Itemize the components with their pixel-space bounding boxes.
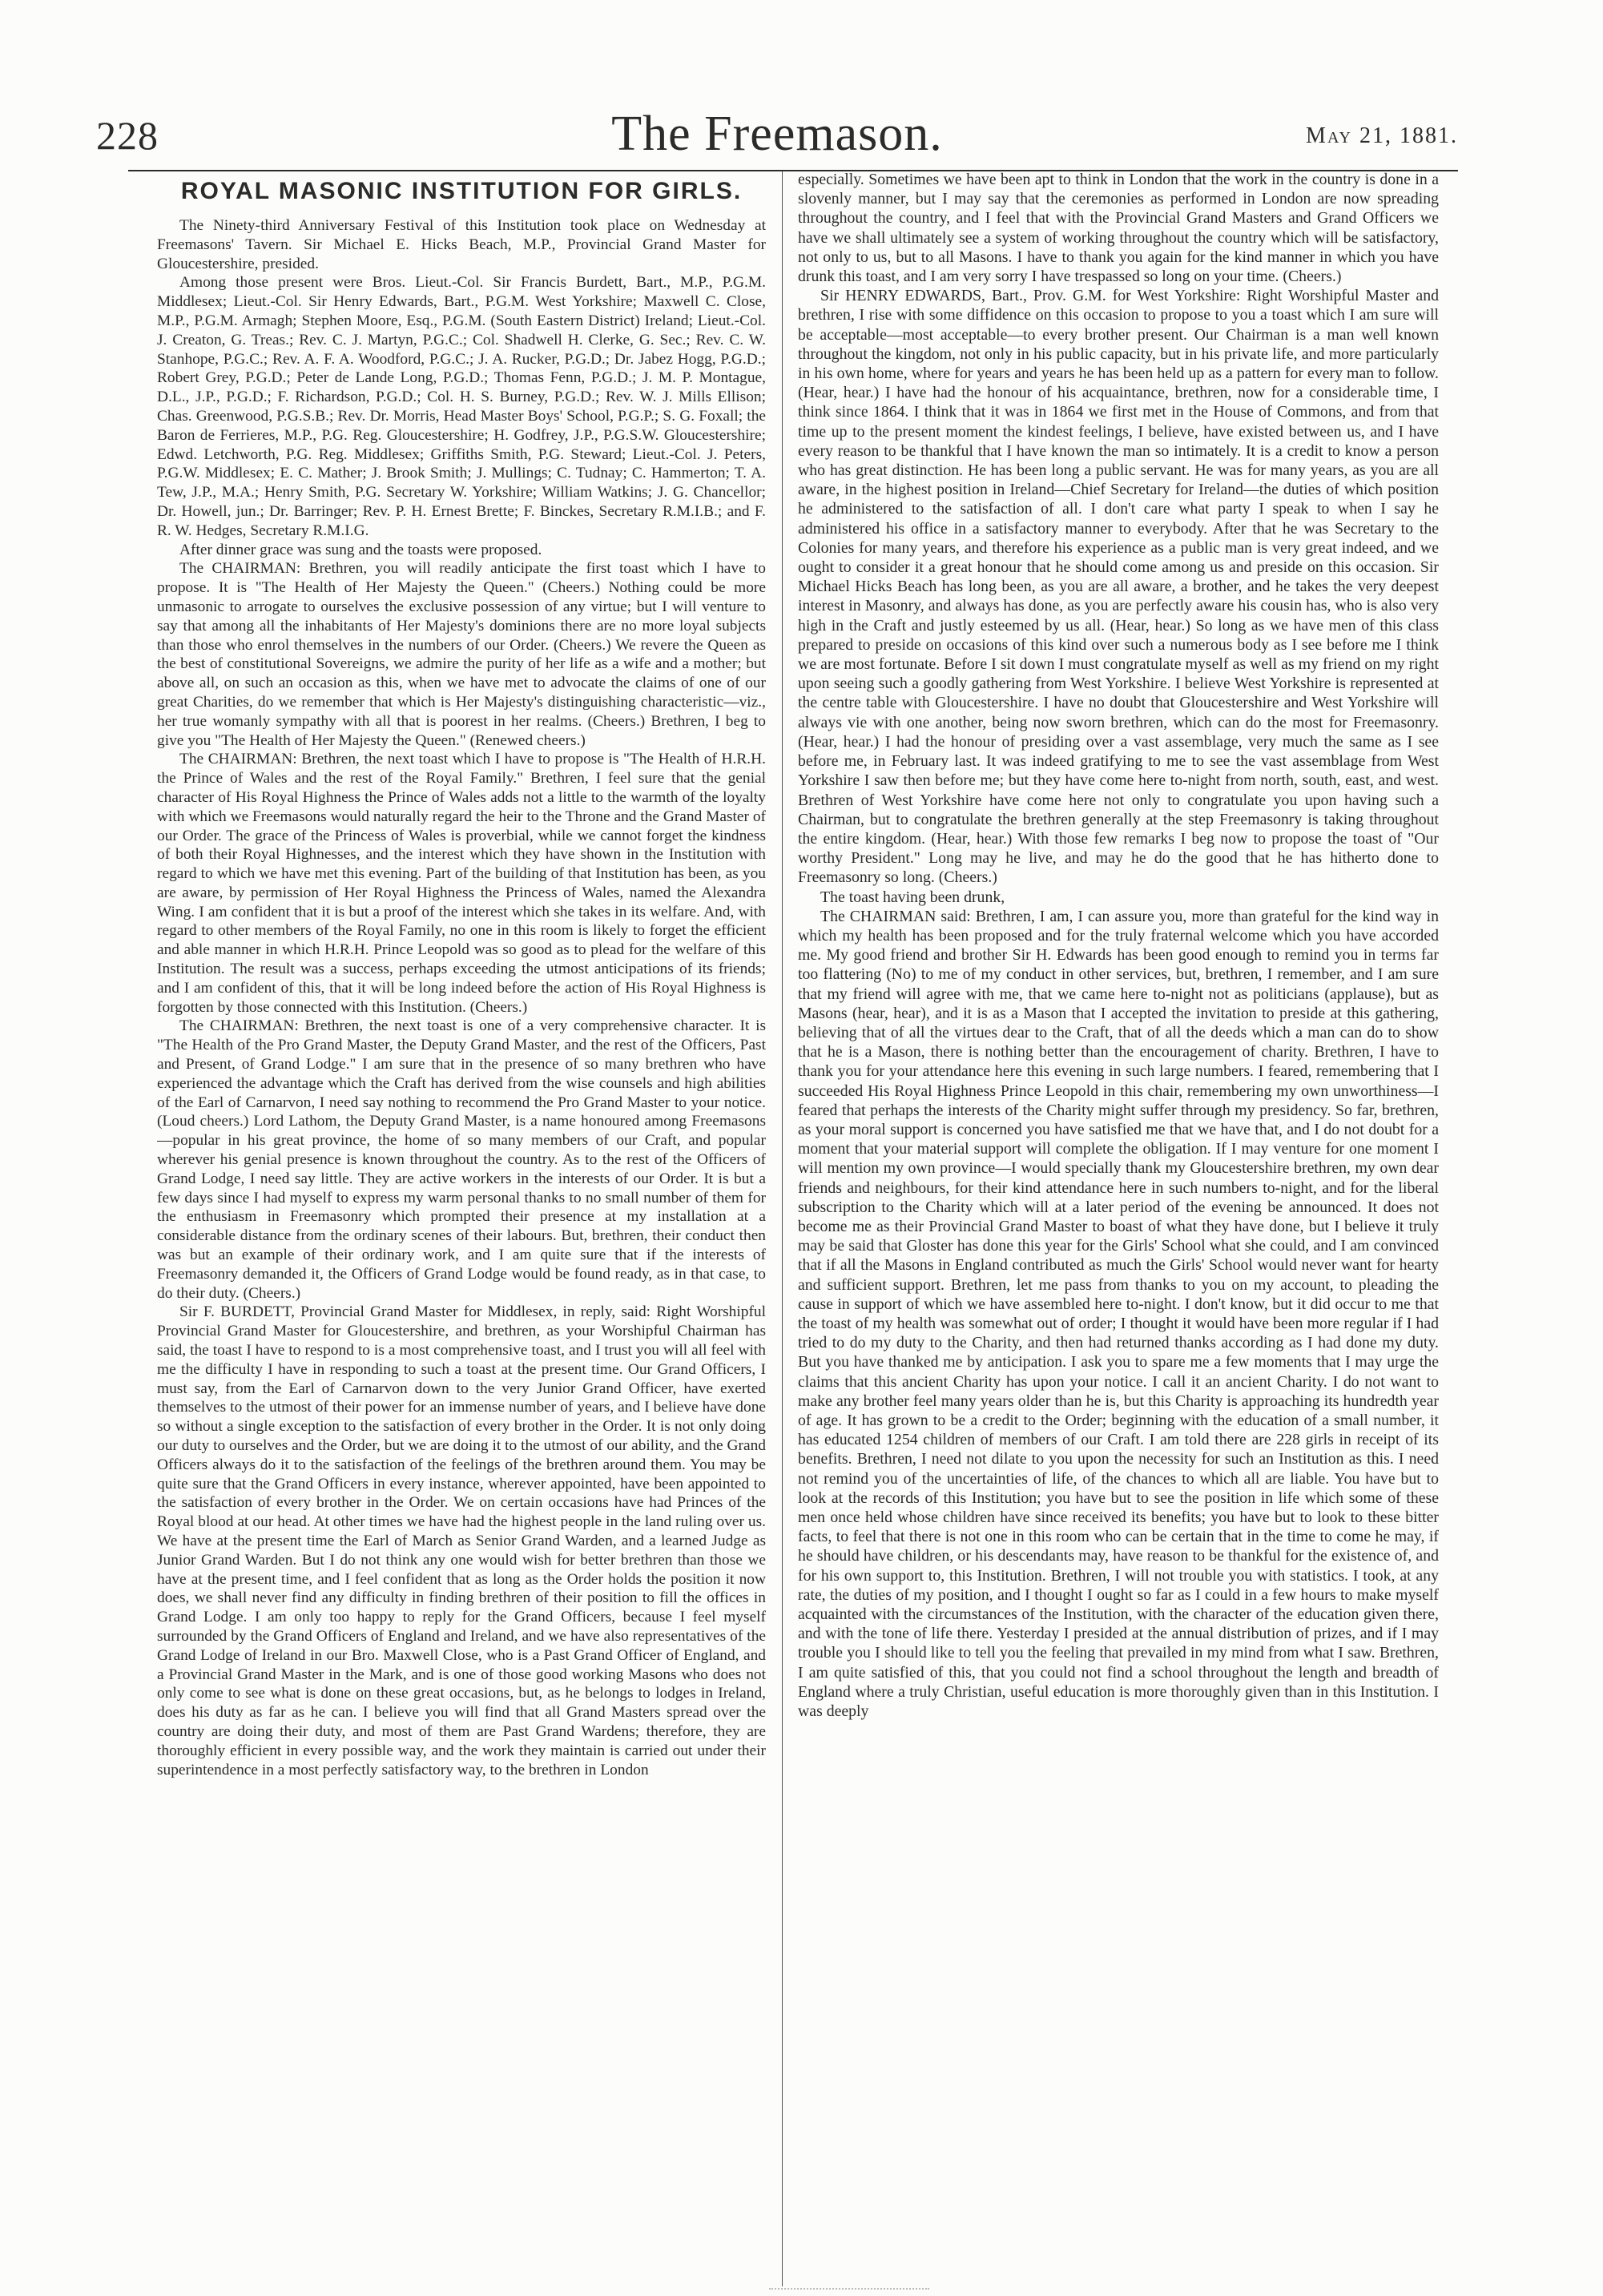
article-heading: ROYAL MASONIC INSTITUTION FOR GIRLS. [180,178,743,204]
masthead [96,106,1458,170]
paragraph: The CHAIRMAN said: Brethren, I am, I can assure you, more than grateful for the kind way in which my health has been proposed and for the truly fraternal welcome which you have accorded me. My good friend and brother Sir H. Edwards has been good enough to remind you in terms far too flattering (No) to me of my conduct in other services, but, brethren, I remember, and I am sure that my friend will agree with me, that we came here to-night not as politicians (applause), but as Masons (hear, hear), and it is as a Mason that I accepted the invitation to preside at this gathering, believing that of all the virtues dear to the Craft, that of all the deeds which a man can do to show that he is a Mason, there is nothing better than the encouragement of charity. Brethren, I have to thank you for your attendance here this evening in such large numbers. I feared, remembering that I succeeded His Royal Highness Prince Leopold in this chair, remembering my own unworthiness—I feared that perhaps the interests of the Charity might suffer through my presidency. So far, brethren, as your moral support is concerned you have satisfied me that we have that, and I do not doubt for a moment that your material support will complete the obligation. If I may venture for one moment I will mention my own province—I would specially thank my Gloucestershire brethren, my own dear friends and neighbours, for their kind attendance here in such numbers to-night, and for the liberal subscription to the Charity which will at a later period of the evening be announced. It does not become me as their Provincial Grand Master to boast of what they have done, but I believe it truly may be said that Gloster has done this year for the Girls' School what she could, and I am convinced that if all the Masons in England contributed as much the Girls' School would never want for hearty and sufficient support. Brethren, let me pass from thanks to you on my account, to pleading the cause in support of which we have assembled here to-night. I don't know, but it did occur to me that the toast of my health was somewhat out of order; I thought it would have been more regular if I had tried to do my duty to the Charity, and then had returned thanks according as I had done my duty. But you have thanked me by anticipation. I ask you to spare me a few moments that I may urge the claims that this ancient Charity has upon your notice. I call it an ancient Charity. I do not want to make any brother feel many years older than he is, but this Charity is approaching its hundredth year of age. It has grown to be a credit to the Order; beginning with the education of a small number, it has educated 1254 children of members of our Craft. I am told there are 228 girls in receipt of its benefits. Brethren, I need not dilate to you upon the necessity for such an Institution as this. I need not remind you of the uncertainties of life, of the chances to which all are liable. You have but to look at the records of this Institution; you have but to see the position in life which some of these men once held whose children have since received its benefits; you have but to look to these bitter facts, to feel that there is not one in this room who can be certain that in the time to come he may, if he should have children, or his descendants may, have reason to be thankful for the existence of, and for his own support to, this Institution. Brethren, I will not trouble you with statistics. I took, at any rate, the duties of my position, and I thought I ought so far as I could in a few hours to make myself acquainted with the circumstances of the Institution, with the character of the education given there, and with the tone of life there. Yesterday I presided at the annual distribution of prizes, and if I may trouble you I should like to tell you the feeling that prevailed in my mind from what I saw. Brethren, I am quite satisfied of this, that you could not find a school throughout the length and breadth of England where a truly Christian, useful education is more thoroughly given than in this Institution. I was deeply [798,907,1439,1721]
page-number: 228 [96,113,159,158]
paragraph: Sir HENRY EDWARDS, Bart., Prov. G.M. for West Yorkshire: Right Worshipful Master and brethren, I rise with some diffidence on this occasion to propose to you a toast which I am sure will be acceptable—most acceptable—to every brother present. Our Chairman is a man well known throughout the kingdom, not only in his public capacity, but in his private life, and more particularly in his own home, where for years and years he has been held up as a pattern for every man to follow. (Hear, hear.) I have had the honour of his acquaintance, brethren, now for a considerable time, I think since 1864. I think that it was in 1864 we first met in the House of Commons, and from that time up to the present moment the kindest feelings, I believe, have existed between us, and I have every reason to be thankful that I have known the man so intimately. It is a credit to know a person who has great distinction. He has been long a public servant. He was for many years, as you are all aware, in the highest position in Ireland—Chief Secretary for Ireland—the duties of which position he administered to the satisfaction of all. I don't care what party I speak to when I say he administered his office in a satisfactory manner to everybody. After that he was Secretary to the Colonies for many years, and therefore his experience as a public man is very great indeed, and we ought to consider it a great honour that he should come among us and preside on this occasion. Sir Michael Hicks Beach has long been, as you are all aware, a brother, and he takes the very deepest interest in Masonry, and always has done, as you are perfectly aware his cousin has, who is also very high in the Craft and justly esteemed by us all. (Hear, hear.) So long as we have men of this class prepared to preside on occasions of this kind over such a numerous body as I see before me I think we are most fortunate. Before I sit down I must congratulate myself as well as my friend on my right upon seeing such a goodly gathering from West Yorkshire. I believe West Yorkshire is represented at the centre table with Gloucestershire. I have no doubt that Gloucestershire and West Yorkshire will always vie with one another, being now sworn brethren, which can do the most for Freemasonry. (Hear, hear.) I had the honour of presiding over a vast assemblage, very much the same as I see before me, in February last. It was indeed gratifying to me to see the vast assemblage from West Yorkshire I saw then before me; but they have come here to-night from north, south, east, and west. Brethren of West Yorkshire have come here not only to congratulate you upon having such a Chairman, but to congratulate the brethren generally at the step Freemasonry is taking throughout the entire kingdom. (Hear, hear.) With those few remarks I beg now to propose the toast of "Our worthy President." Long may he live, and may he do the good that he has hitherto done to Freemasonry so long. (Cheers.) [798,287,1439,887]
paragraph: Among those present were Bros. Lieut.-Col. Sir Francis Burdett, Bart., M.P., P.G.M. Middlesex; Lieut.-Col. Sir Henry Edwards, Bart., P.G.M. West Yorkshire; Maxwell C. Close, M.P., P.G.M. Armagh; Stephen Moore, Esq., P.G.M. (South Eastern District) Ireland; Lieut.-Col. J. Creaton, G. Treas.; Rev. C. J. Martyn, P.G.C.; Col. Shadwell H. Clerke, G. Sec.; Rev. C. W. Stanhope, P.G.C.; Rev. A. F. A. Woodford, P.G.C.; J. A. Rucker, P.G.D.; Dr. Jabez Hogg, P.G.D.; Robert Grey, P.G.D.; Peter de Lande Long, P.G.D.; Thomas Fenn, P.G.D.; J. M. P. Montague, D.L., J.P., P.G.D.; F. Richardson, P.G.D.; Col. H. S. Burney, P.G.D.; Rev. W. J. Mills Ellison; Chas. Greenwood, P.G.S.B.; Rev. Dr. Morris, Head Master Boys' School, P.G.P.; S. G. Foxall; the Baron de Ferrieres, M.P., P.G. Reg. Gloucestershire; H. Godfrey, J.P., P.G.S.W. Gloucestershire; Edwd. Letchworth, P.G. Reg. Middlesex; Griffiths Smith, P.G. Steward; Lieut.-Col. J. Peters, P.G.W. Middlesex; E. C. Mather; J. Brook Smith; J. Mullings; C. Tudnay; C. Hammerton; T. A. Tew, J.P., M.A.; Henry Smith, P.G. Secretary W. Yorkshire; William Watkins; J. G. Chancellor; Dr. Howell, jun.; Dr. Barringer; Rev. P. H. Ernest Brette; F. Binckes, Secretary R.M.I.B.; and F. R. W. Hedges, Secretary R.M.I.G. [157,274,766,539]
right-column [798,170,1439,2293]
left-column [157,170,766,2293]
paragraph: The CHAIRMAN: Brethren, you will readily anticipate the first toast which I have to propose. It is "The Health of Her Majesty the Queen." (Cheers.) Nothing could be more unmasonic to arrogate to ourselves the exclusive possession of any virtue; but I will venture to say that among all the inhabitants of Her Majesty's dominions there are no more loyal subjects than those who enrol themselves in the numbers of our Order. (Cheers.) We revere the Queen as the best of constitutional Sovereigns, we admire the purity of her life as a wife and a mother; but above all, on such an occasion as this, when we have met to advocate the claims of one of our great Charities, do we remember that which is Her Majesty's distinguishing characteristic—viz., her true womanly sympathy with all that is poorest in her realms. (Cheers.) Brethren, I beg to give you "The Health of Her Majesty the Queen." (Renewed cheers.) [157,560,766,749]
footer-mark [769,2288,929,2293]
paragraph: The Ninety-third Anniversary Festival of this Institution took place on Wednesday at Freemasons' Tavern. Sir Michael E. Hicks Beach, M.P., Provincial Grand Master for Gloucestershire, presided. [157,217,766,272]
paragraph: especially. Sometimes we have been apt to think in London that the work in the country is done in a slovenly manner, but I may say that the ceremonies as performed in London are now spreading throughout the country, and I feel that with the Provincial Grand Masters and Grand Officers we have we shall ultimately see a system of working throughout the country which will be satisfactory, not only to us, but to all Masons. I have to thank you again for the kind manner in which you have drunk this toast, and I am very sorry I have trespassed so long on your time. (Cheers.) [798,171,1439,286]
paragraph: The toast having been drunk, [820,888,1005,906]
paragraph: The CHAIRMAN: Brethren, the next toast is one of a very comprehensive character. It is "The Health of the Pro Grand Master, the Deputy Grand Master, and the rest of the Officers, Past and Present, of Grand Lodge." I am sure that in the presence of so many brethren who have experienced the advantage which the Craft has derived from the wise counsels and high abilities of the Earl of Carnarvon, I need say nothing to recommend the Pro Grand Master to your notice. (Loud cheers.) Lord Lathom, the Deputy Grand Master, is a name honoured among Freemasons—popular in his great province, the home of so many members of our Craft, and popular wherever his genial presence is known throughout the country. As to the rest of the Officers of Grand Lodge, I need say little. They are active workers in the interests of our Order. It is but a few days since I had myself to express my warm personal thanks to no small number of them for the enthusiasm in Freemasonry which prompted their presence at my installation at a considerable distance from the ordinary scenes of their labours. But, brethren, their conduct then was but an example of their ordinary work, and I am quite sure that if the interests of Freemasonry demanded it, the Officers of Grand Lodge would be found ready, as in that case, to do their duty. (Cheers.) [157,1017,766,1302]
column-divider [782,171,783,2286]
newspaper-title: The Freemason. [611,107,943,161]
issue-date: May 21, 1881. [1306,123,1458,148]
paragraph: The CHAIRMAN: Brethren, the next toast which I have to propose is "The Health of H.R.H. the Prince of Wales and the rest of the Royal Family." Brethren, I feel sure that the genial character of His Royal Highness the Prince of Wales adds not a little to the warmth of the loyalty with which we Freemasons would naturally regard the heir to the Throne and the Grand Master of our Order. The grace of the Princess of Wales is proverbial, while we cannot forget the kindness of both their Royal Highnesses, and the interest which they have shown in the Institution with regard to which we have met this evening. Part of the building of that Institution has been, as you are aware, by permission of Her Royal Highness the Princess of Wales, named the Alexandra Wing. I am confident that it is but a proof of the interest which she takes in its welfare. And, with regard to other members of the Royal Family, no one in this room is likely to forget the efficient and able manner in which H.R.H. Prince Leopold was so good as to plead for the welfare of this Institution. The result was a success, perhaps exceeding the utmost anticipations of its friends; and I am confident of this, that it will be long indeed before the action of His Royal Highness is forgotten by those connected with this Institution. (Cheers.) [157,751,766,1016]
paragraph: After dinner grace was sung and the toasts were proposed. [179,541,542,558]
paragraph: Sir F. BURDETT, Provincial Grand Master for Middlesex, in reply, said: Right Worshipful Provincial Grand Master for Gloucestershire, and brethren, as your Worshipful Chairman has said, the toast I have to respond to is a most comprehensive toast, and I trust you will all feel with me the difficulty I have in responding to such a toast at the present time. Our Grand Officers, I must say, from the Earl of Carnarvon down to the very Junior Grand Officer, have exerted themselves to the utmost of their power for an immense number of years, and I believe have done so without a single exception to the satisfaction of every brother in the Order. It is not only doing our duty to ourselves and the Order, but we are doing it to the utmost of our ability, and the Grand Officers always do it to the satisfaction of the feelings of the brethren around them. You may be quite sure that the Grand Officers in every instance, wherever appointed, have been appointed to the satisfaction of every brother in the Order. We on certain occasions have had Princes of the Royal blood at our head. At other times we have had the highest people in the land ruling over us. We have at the present time the Earl of March as Senior Grand Warden, and a learned Judge as Junior Grand Warden. But I do not think any one would wish for better brethren than those we have at the present time, and I feel confident that as long as the Order holds the position it now does, we shall never find any difficulty in finding brethren of their position to fill the offices in Grand Lodge. I am only too happy to reply for the Grand Officers, because I feel myself surrounded by the Grand Officers of England and Ireland, and we have also representatives of the Grand Lodge of Ireland in our Bro. Maxwell Close, who is a Past Grand Officer of England, and a Provincial Grand Master in the Mark, and is one of those good working Masons who does not only come to see what is done on these great occasions, but, as he belongs to lodges in Ireland, does his duty as far as he can. I believe you will find that all Grand Masters spread over the country are doing their duty, and most of them are Past Grand Wardens; therefore, they are thoroughly efficient in every possible way, and the work they maintain is carried out under their superintendence in a most perfectly satisfactory way, to the brethren in London [157,1303,766,1778]
